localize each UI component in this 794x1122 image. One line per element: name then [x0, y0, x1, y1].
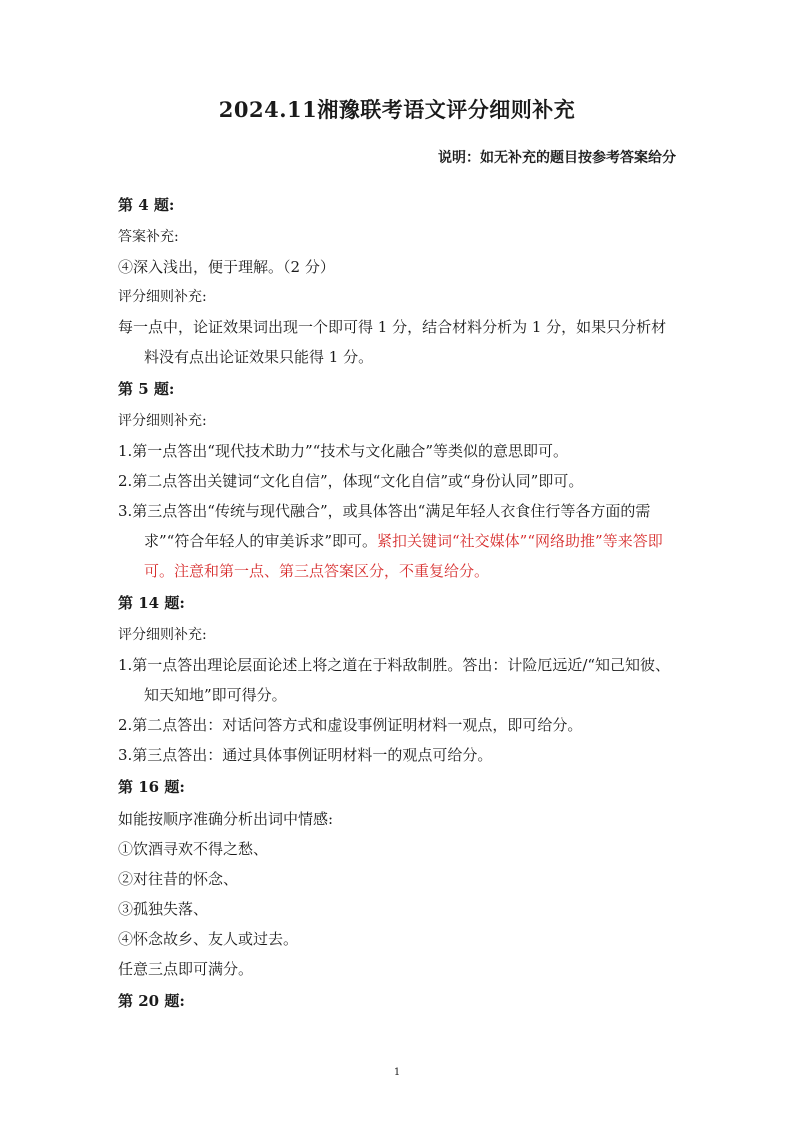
- q4-answer-item: ④深入浅出，便于理解。（2 分）: [118, 258, 335, 276]
- q14-rule-3: 3.第三点答出：通过具体事例证明材料一的观点可给分。: [118, 746, 493, 764]
- q14-rules-label: 评分细则补充:: [118, 627, 207, 643]
- q14-rule-2: 2.第二点答出：对话问答方式和虚设事例证明材料一观点，即可给分。: [118, 716, 583, 734]
- q4-answer-label: 答案补充:: [118, 229, 179, 245]
- q16-item-2: ②对往昔的怀念、: [118, 870, 239, 888]
- q5-rule-3-text: 3.第三点答出“传统与现代融合”，或具体答出“满足年轻人衣食住行等各方面的需求”“符合年轻人的审美诉求”即可。: [118, 502, 651, 550]
- q16-conclusion: 任意三点即可满分。: [118, 960, 254, 978]
- q4-rules-label: 评分细则补充:: [118, 289, 207, 305]
- q16-item-4: ④怀念故乡、友人或过去。: [118, 930, 299, 948]
- q16-item-3: ③孤独失落、: [118, 900, 209, 918]
- q16-item-1: ①饮酒寻欢不得之愁、: [118, 840, 269, 858]
- q5-rule-3-highlight: 紧扣关键词“社交媒体”“网络助推”等来答即可。注意和第一点、第三点答案区分，不重复给分。: [144, 532, 663, 580]
- q16-heading: 第 16 题:: [118, 778, 185, 796]
- q5-rule-3: [118, 496, 678, 586]
- q4-heading: 第 4 题:: [118, 196, 175, 214]
- document-note: 说明：如无补充的题目按参考答案给分: [438, 150, 676, 166]
- q5-rule-2: 2.第二点答出关键词“文化自信”，体现“文化自信”或“身份认同”即可。: [118, 472, 584, 490]
- q14-heading: 第 14 题:: [118, 594, 185, 612]
- q20-heading: 第 20 题:: [118, 992, 185, 1010]
- q5-rule-1: 1.第一点答出“现代技术助力”“技术与文化融合”等类似的意思即可。: [118, 442, 568, 460]
- q14-rule-1: 1.第一点答出理论层面论述上将之道在于料敌制胜。答出：计险厄远近/“知己知彼、知天知地”即可得分。: [118, 656, 671, 704]
- q5-heading: 第 5 题:: [118, 380, 175, 398]
- page-number: 1: [393, 1067, 401, 1078]
- q16-intro: 如能按顺序准确分析出词中情感:: [118, 810, 334, 828]
- q4-rule-text: 每一点中，论证效果词出现一个即可得 1 分，结合材料分析为 1 分，如果只分析材料没有点出论证效果只能得 1 分。: [118, 318, 667, 366]
- q5-rules-label: 评分细则补充:: [118, 413, 207, 429]
- document-title: 2024.11湘豫联考语文评分细则补充: [218, 97, 576, 122]
- document-body: [118, 188, 678, 1018]
